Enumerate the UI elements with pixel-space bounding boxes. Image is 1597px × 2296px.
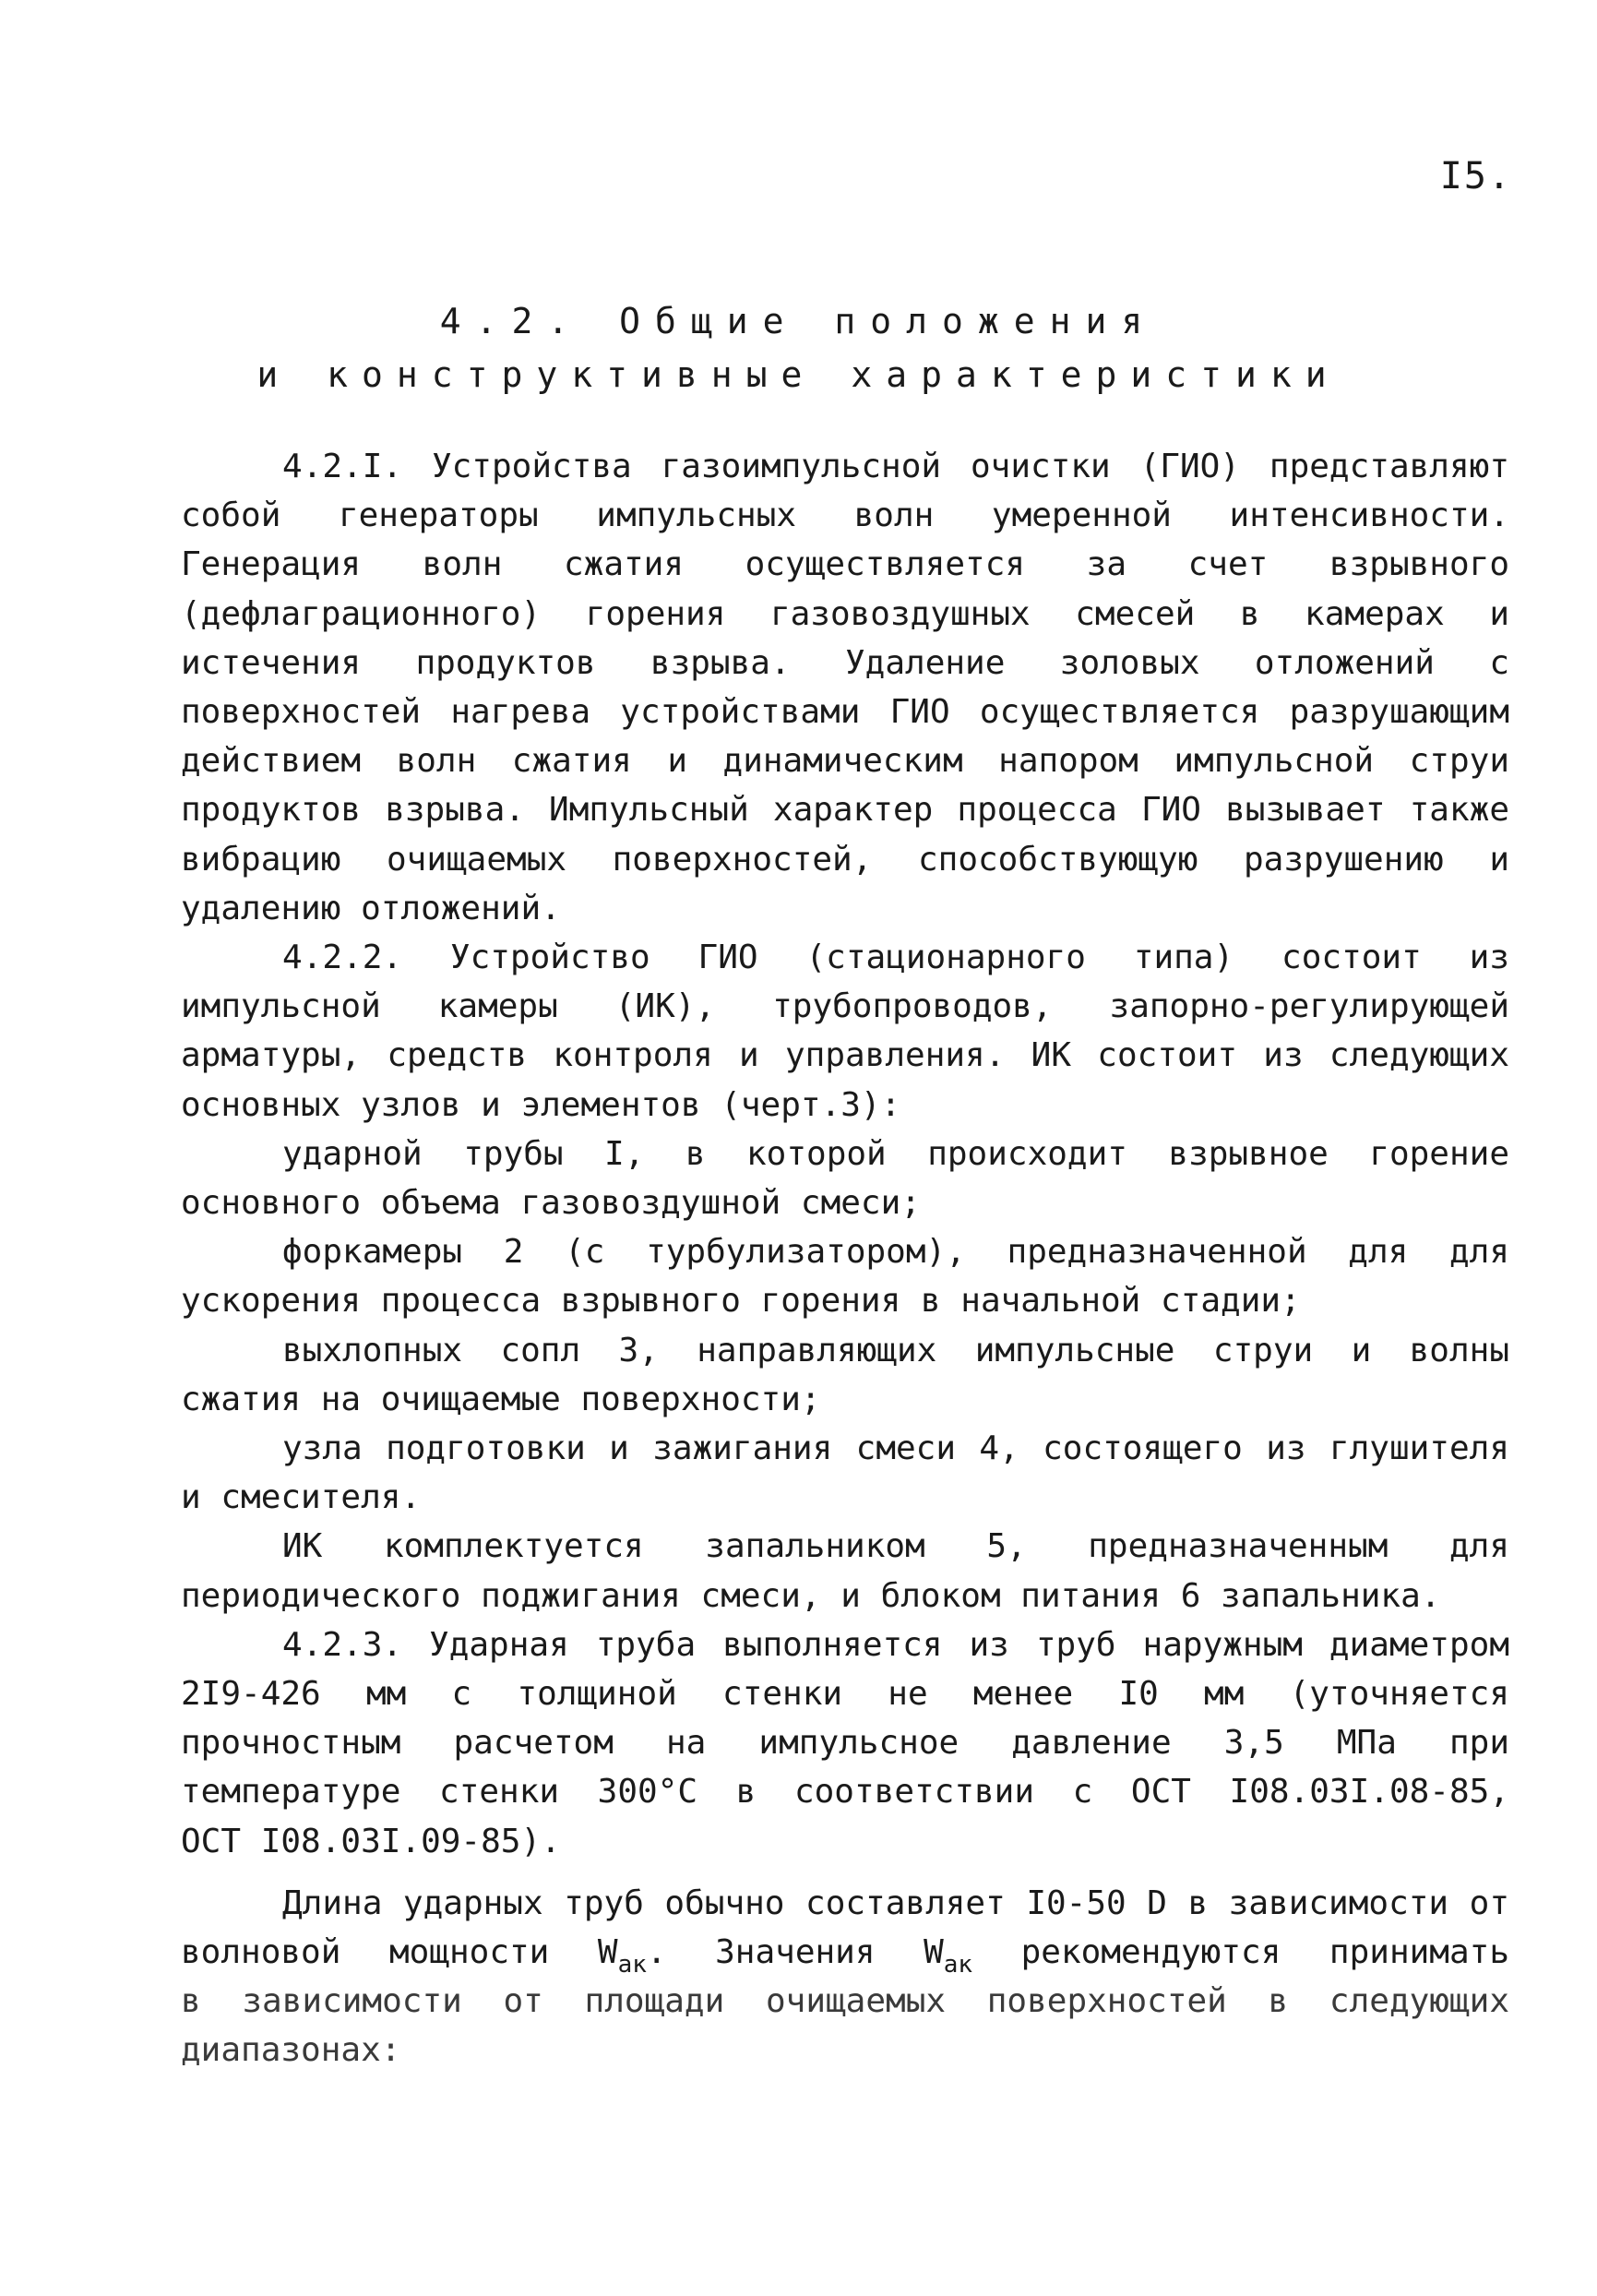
text-run: волновой мощности W [181,1933,618,1971]
body-line: собой генераторы импульсных волн умеренной интенсивности. [181,496,1509,534]
body-line: ускорения процесса взрывного горения в начальной стадии; [181,1282,1301,1320]
body-line: поверхностей нагрева устройствами ГИО осуществляется разрушающим [181,693,1509,731]
body-line: сжатия на очищаемые поверхности; [181,1381,821,1418]
body-line: ОСТ I08.03I.09-85). [181,1823,561,1860]
body-line: арматуры, средств контроля и управления. ИК состоит из следующих [181,1036,1509,1074]
body-line: импульсной камеры (ИК), трубопроводов, запорно-регулирующей [181,987,1509,1025]
text-run: . Значения W [646,1933,944,1971]
paragraph-line [181,1933,1509,1979]
page-number: I5. [1439,155,1512,197]
body-line: вибрацию очищаемых поверхностей, способствующую разрушению и [181,841,1509,879]
body-line: 4.2.I. Устройства газоимпульсной очистки (ГИО) представляют [282,448,1509,485]
paragraph-line: Длина ударных труб обычно составляет I0-50 D в зависимости от [282,1884,1509,1922]
body-line: прочностным расчетом на импульсное давление 3,5 МПа при [181,1724,1509,1762]
text-run: рекомендуются принимать [972,1933,1509,1971]
section-heading-line1: 4.2. Общие положения [439,301,1158,341]
body-line: форкамеры 2 (с турбулизатором), предназначенной для для [282,1233,1509,1271]
body-line: периодического поджигания смеси, и блоком питания 6 запальника. [181,1577,1441,1615]
body-line: продуктов взрыва. Импульсный характер процесса ГИО вызывает также [181,791,1509,829]
body-line: истечения продуктов взрыва. Удаление золовых отложений с [181,644,1509,682]
body-line: 4.2.3. Ударная труба выполняется из труб наружным диаметром [282,1626,1509,1664]
body-line: действием волн сжатия и динамическим напором импульсной струи [181,742,1509,780]
subscript: ак [617,1951,647,1979]
subscript: ак [943,1951,973,1979]
body-line: 2I9-426 мм с толщиной стенки не менее I0 мм (уточняется [181,1675,1509,1713]
paragraph-line: диапазонах: [181,2031,401,2069]
body-line: и смесителя. [181,1478,422,1516]
body-line: Генерация волн сжатия осуществляется за счет взрывного [181,545,1509,583]
body-line: ИК комплектуется запальником 5, предназначенным для [282,1527,1509,1565]
body-line: основных узлов и элементов (черт.3): [181,1086,901,1124]
body-line: основного объема газовоздушной смеси; [181,1184,921,1222]
body-line: выхлопных сопл 3, направляющих импульсные струи и волны [282,1332,1509,1369]
section-heading-line2: и конструктивные характеристики [256,354,1341,395]
body-line: удалению отложений. [181,890,561,927]
body-line: узла подготовки и зажигания смеси 4, состоящего из глушителя [282,1429,1509,1467]
body-line: ударной трубы I, в которой происходит взрывное горение [282,1135,1509,1173]
paragraph-line: в зависимости от площади очищаемых поверхностей в следующих [181,1982,1509,2020]
body-line: 4.2.2. Устройство ГИО (стационарного типа) состоит из [282,939,1509,976]
body-line: температуре стенки 300°С в соответствии с ОСТ I08.03I.08-85, [181,1773,1509,1811]
body-line: (дефлаграционного) горения газовоздушных смесей в камерах и [181,595,1509,633]
